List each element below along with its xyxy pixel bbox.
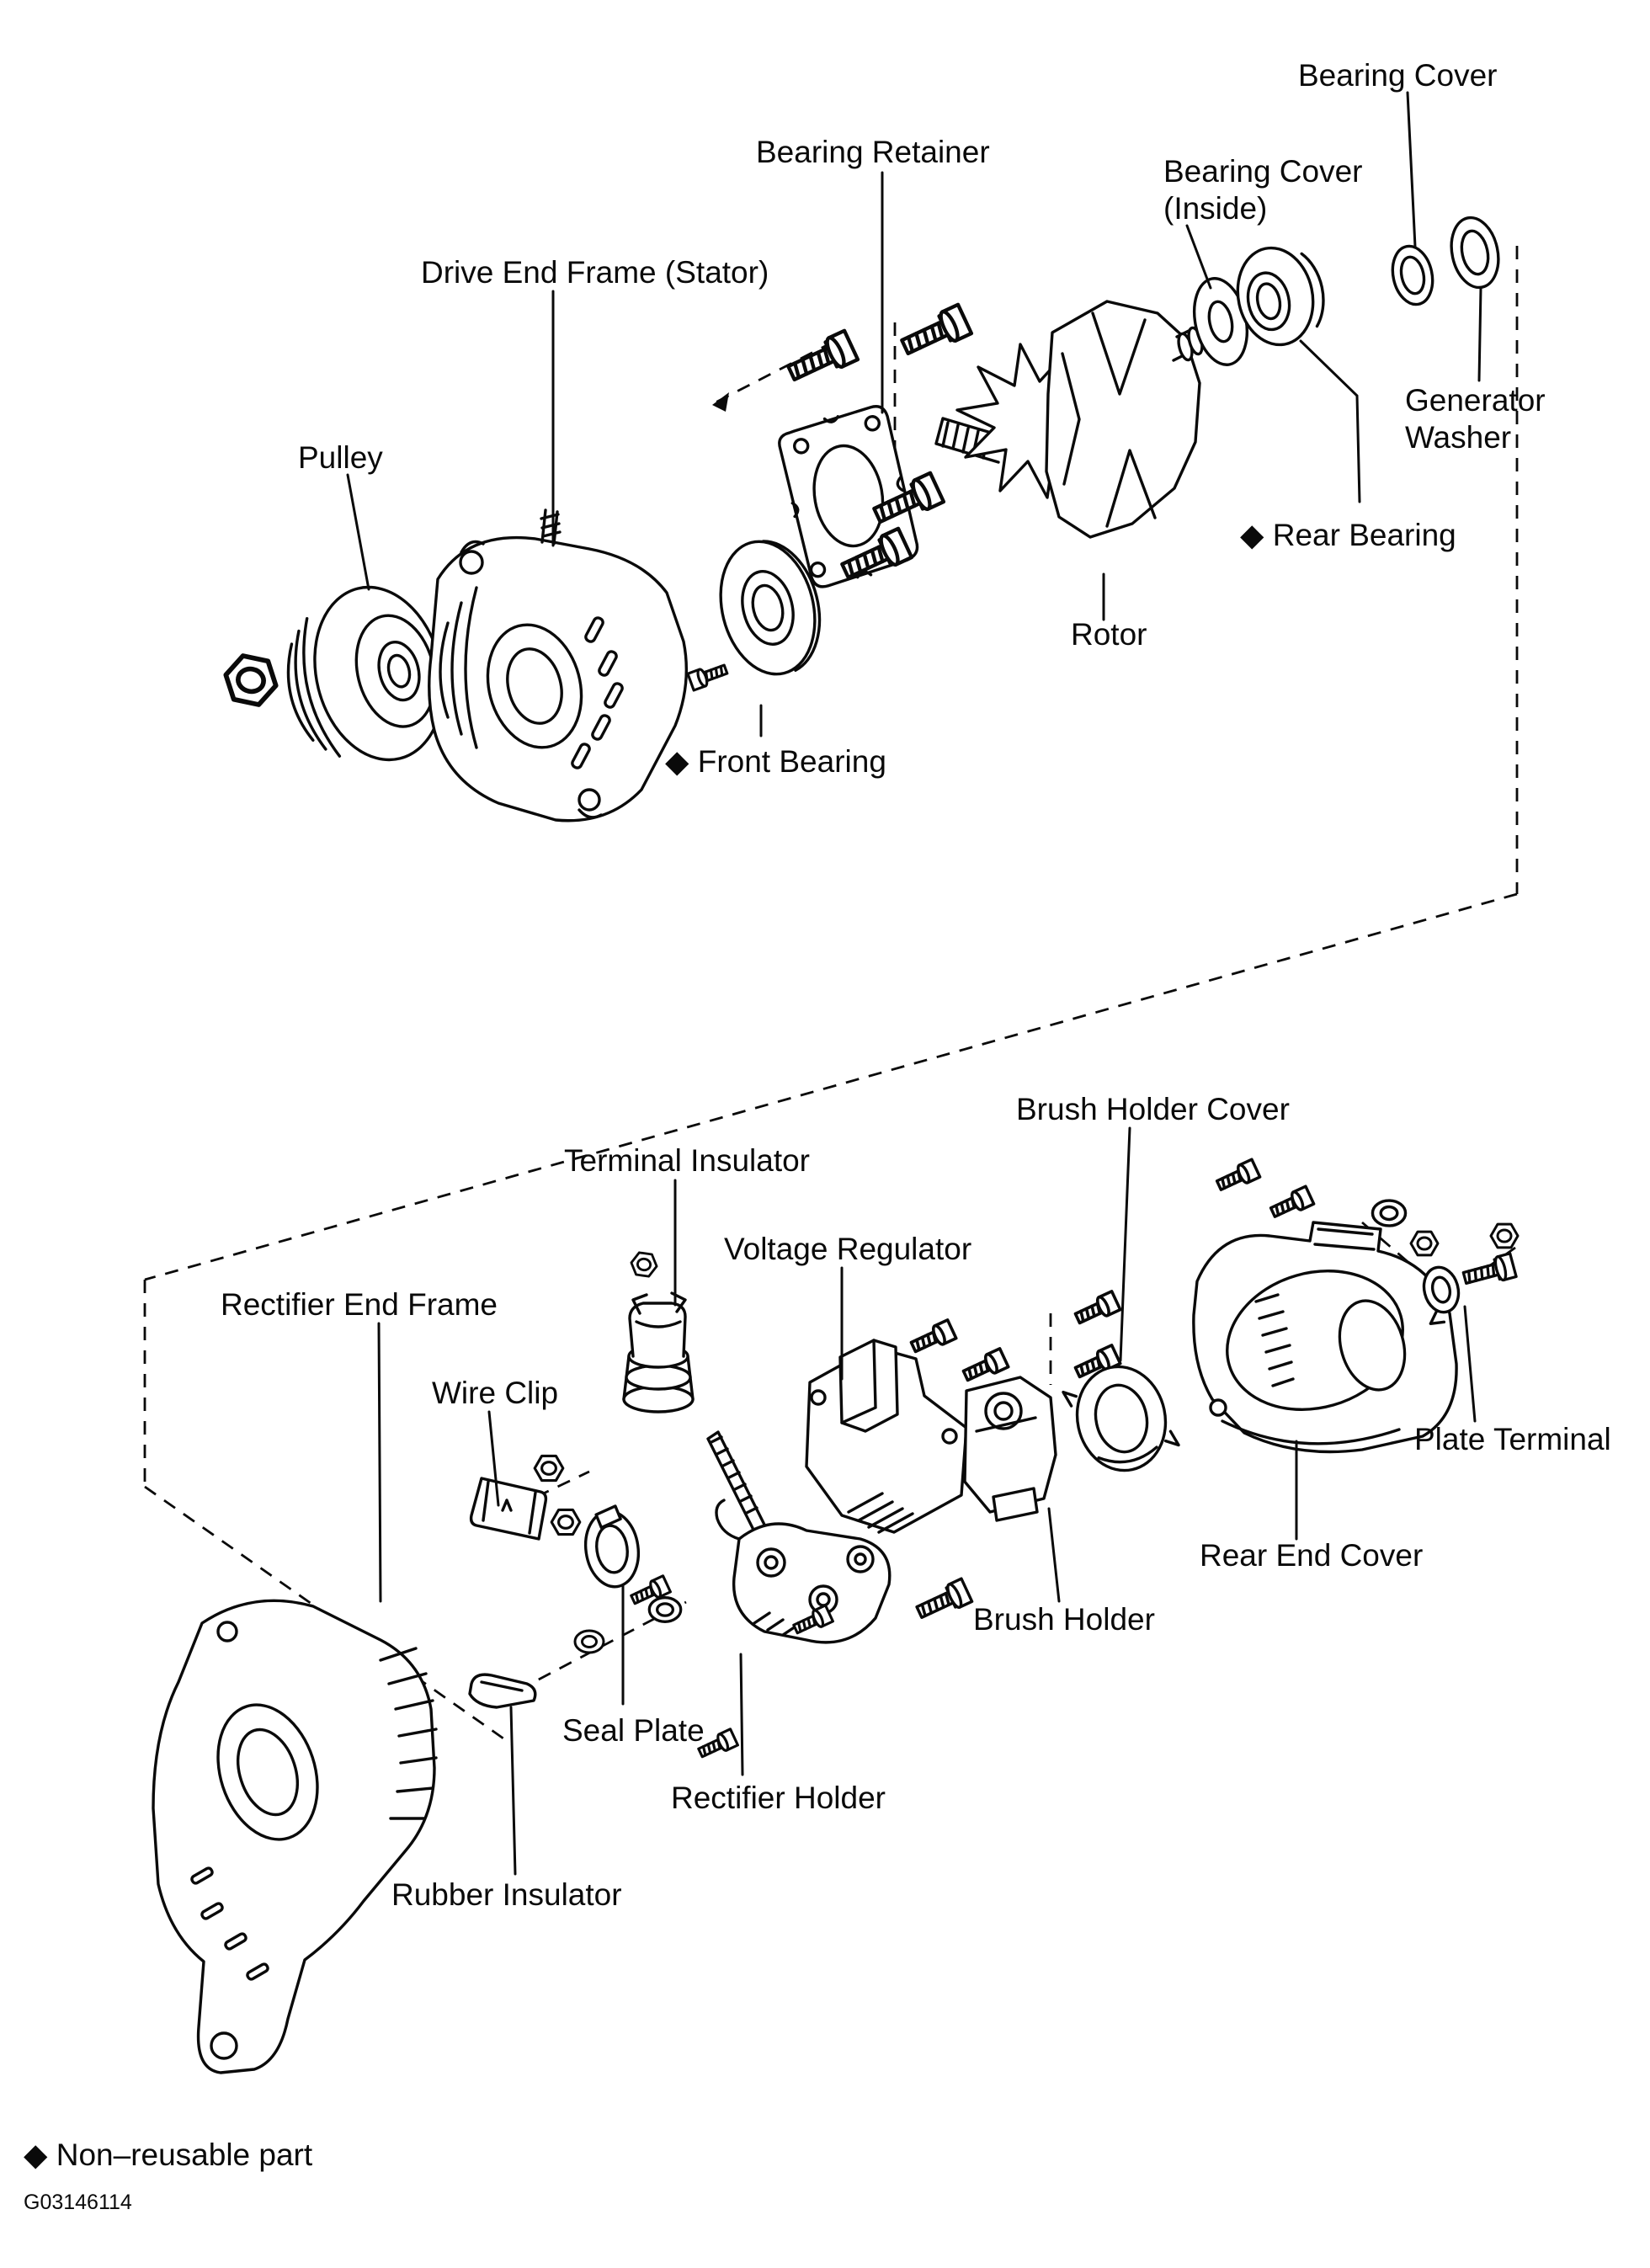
label-voltage-regulator: Voltage Regulator <box>724 1232 972 1266</box>
pulley-leader-line <box>348 475 369 589</box>
label-bearing-cover-inside-line1: Bearing Cover <box>1163 154 1363 189</box>
regulator-screw-1 <box>909 1320 956 1356</box>
label-bearing-retainer: Bearing Retainer <box>756 135 990 169</box>
pulley-nut-drawing <box>221 653 280 707</box>
stator-terminal-screw <box>688 661 729 690</box>
rear-end-cover-drawing <box>1194 1222 1456 1452</box>
seal-plate-drawing <box>580 1504 643 1590</box>
rectifier-end-frame-leader-line <box>379 1323 381 1601</box>
rectifier-end-frame-drawing <box>153 1600 436 2073</box>
voltage-regulator-drawing <box>806 1340 966 1532</box>
cover-nut-1 <box>1411 1232 1438 1255</box>
regulator-screw-2 <box>961 1349 1009 1385</box>
cover-nut-2 <box>1491 1224 1518 1248</box>
dashed-arrowhead <box>712 392 729 412</box>
label-drive-end-frame: Drive End Frame (Stator) <box>421 255 769 290</box>
label-rotor: Rotor <box>1071 617 1147 652</box>
bearing-cover-drawing <box>1387 242 1438 308</box>
rear-bearing-leader-line <box>1301 341 1360 502</box>
label-front-bearing: ◆ Front Bearing <box>665 744 886 779</box>
insulator-washer-1 <box>575 1631 604 1653</box>
label-wire-clip: Wire Clip <box>432 1376 559 1410</box>
terminal-insulator-nut <box>630 1252 658 1277</box>
label-bearing-cover: Bearing Cover <box>1298 58 1498 93</box>
cover-washer <box>1372 1201 1405 1226</box>
cover-screw-1 <box>1215 1159 1259 1194</box>
dashed-line-retainer-arrow <box>716 342 833 402</box>
label-rectifier-end-frame: Rectifier End Frame <box>221 1287 498 1322</box>
insulator-washer-2 <box>649 1598 680 1622</box>
label-terminal-insulator: Terminal Insulator <box>564 1143 811 1178</box>
figure-code: G03146114 <box>24 2191 132 2214</box>
brush-holder-drawing <box>965 1377 1056 1520</box>
generator-washer-leader-line <box>1479 288 1481 381</box>
rectifier-holder-leader-line <box>741 1654 742 1775</box>
brush-holder-leader-line <box>1049 1509 1059 1601</box>
wire-clip-drawing <box>471 1478 546 1539</box>
brush-holder-cover-leader-line <box>1120 1128 1130 1360</box>
label-brush-holder: Brush Holder <box>973 1602 1155 1637</box>
rotor-drawing <box>936 301 1219 537</box>
plate-terminal-bolt <box>1461 1254 1516 1290</box>
retainer-bolt-1 <box>785 331 858 387</box>
label-rubber-insulator: Rubber Insulator <box>391 1877 622 1912</box>
bearing-cover-inside-leader-line <box>1187 226 1211 288</box>
label-pulley: Pulley <box>298 440 383 475</box>
bearing-cover-leader-line <box>1408 93 1415 247</box>
terminal-insulator-drawing <box>624 1293 693 1412</box>
label-rear-end-cover: Rear End Cover <box>1200 1538 1424 1573</box>
rubber-insulator-drawing <box>470 1674 535 1707</box>
wire-clip-nut-1 <box>535 1456 563 1480</box>
retainer-bolt-2 <box>898 305 971 361</box>
plate-terminal-leader-line <box>1465 1307 1475 1421</box>
label-generator-washer-line1: Generator <box>1405 383 1546 418</box>
cover-screw-2 <box>1269 1186 1313 1221</box>
rectifier-bolt <box>914 1579 972 1623</box>
label-brush-holder-cover: Brush Holder Cover <box>1016 1092 1290 1126</box>
label-generator-washer-line2: Washer <box>1405 420 1512 455</box>
wire-clip-nut-2 <box>551 1509 580 1534</box>
label-bearing-cover-inside-line2: (Inside) <box>1163 191 1268 226</box>
leader-lines <box>348 93 1481 1874</box>
label-plate-terminal: Plate Terminal <box>1414 1422 1611 1456</box>
generator-washer-drawing <box>1445 213 1504 291</box>
dashed-line-diagonal-connector <box>145 894 1517 1280</box>
drive-end-frame-drawing <box>429 510 687 821</box>
rubber-insulator-leader-line <box>511 1707 515 1874</box>
label-rectifier-holder: Rectifier Holder <box>671 1781 886 1815</box>
label-rear-bearing: ◆ Rear Bearing <box>1240 518 1456 552</box>
non-reusable-part-legend: ◆ Non–reusable part <box>24 2138 313 2172</box>
label-seal-plate: Seal Plate <box>562 1713 705 1748</box>
regulator-screw-3 <box>1073 1291 1120 1328</box>
